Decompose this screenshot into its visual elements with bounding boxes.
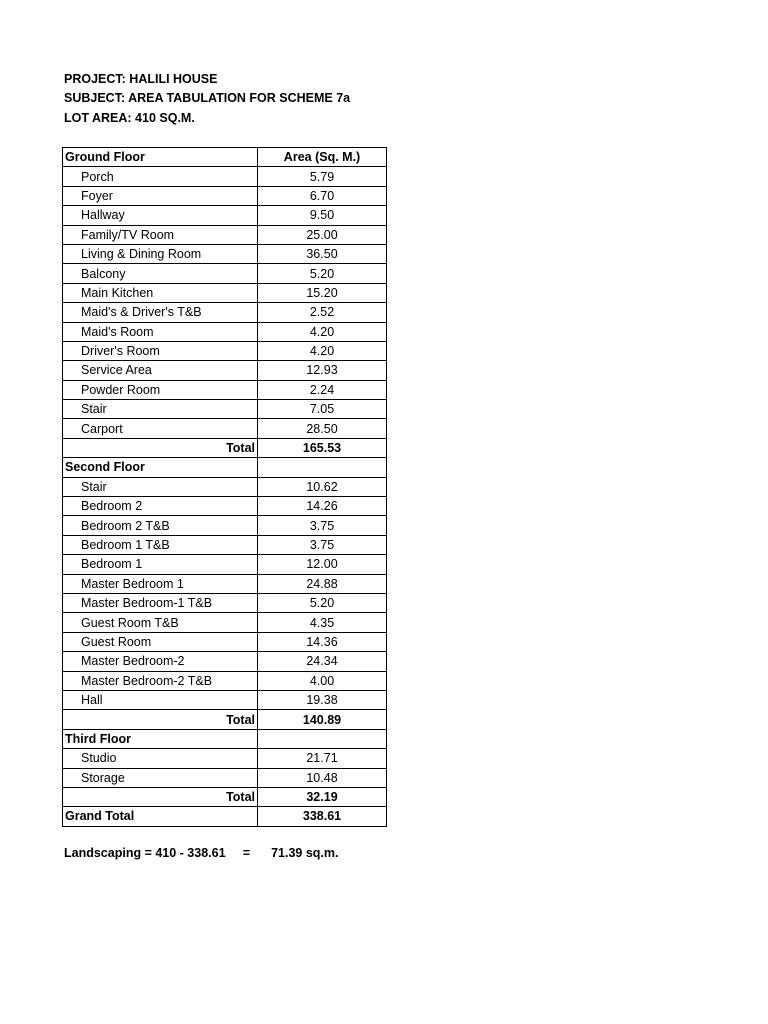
subject-line: SUBJECT: AREA TABULATION FOR SCHEME 7a (64, 91, 351, 106)
second-floor-row-label: Master Bedroom-2 (63, 652, 258, 671)
second-floor-heading-row-label: Second Floor (63, 458, 258, 477)
third-floor-row-label: Storage (63, 768, 258, 787)
ground-floor-row (63, 206, 387, 225)
second-floor-row-area: 4.00 (258, 671, 387, 690)
second-floor-row-area: 14.36 (258, 632, 387, 651)
ground-floor-row (63, 341, 387, 360)
ground-floor-row-label: Driver's Room (63, 341, 258, 360)
second-floor-row (63, 574, 387, 593)
ground-floor-row-area: 36.50 (258, 244, 387, 263)
second-floor-row-label: Bedroom 1 T&B (63, 535, 258, 554)
ground-floor-row (63, 283, 387, 302)
second-floor-row (63, 652, 387, 671)
second-floor-row-area: 24.88 (258, 574, 387, 593)
ground-floor-row (63, 244, 387, 263)
third-floor-row-area: 21.71 (258, 749, 387, 768)
third-floor-heading-row-label: Third Floor (63, 729, 258, 748)
ground-floor-row (63, 186, 387, 205)
second-floor-row-label: Bedroom 1 (63, 555, 258, 574)
second-floor-row (63, 613, 387, 632)
third-floor-total-row-label: Total (63, 787, 258, 806)
lot-area-line: LOT AREA: 410 SQ.M. (64, 110, 195, 125)
grand-total-row-area: 338.61 (258, 807, 387, 826)
ground-floor-row-area: 12.93 (258, 361, 387, 380)
ground-floor-row-area: 5.79 (258, 167, 387, 186)
second-floor-row-label: Stair (63, 477, 258, 496)
second-floor-row-area: 4.35 (258, 613, 387, 632)
ground-floor-row-area: 15.20 (258, 283, 387, 302)
landscaping-line (64, 846, 338, 860)
second-floor-row-area: 3.75 (258, 535, 387, 554)
ground-floor-row-area: 6.70 (258, 186, 387, 205)
second-floor-row-area: 5.20 (258, 593, 387, 612)
second-floor-row-label: Master Bedroom 1 (63, 574, 258, 593)
ground-floor-row-label: Hallway (63, 206, 258, 225)
ground-floor-row (63, 225, 387, 244)
ground-floor-total-row (63, 438, 387, 457)
header-ground-floor: Ground Floor (63, 148, 258, 167)
ground-floor-row-label: Balcony (63, 264, 258, 283)
ground-floor-row (63, 380, 387, 399)
third-floor-row (63, 768, 387, 787)
ground-floor-row-label: Foyer (63, 186, 258, 205)
second-floor-row (63, 555, 387, 574)
document-header (64, 70, 350, 128)
second-floor-total-row-area: 140.89 (258, 710, 387, 729)
second-floor-row-area: 14.26 (258, 497, 387, 516)
ground-floor-row (63, 322, 387, 341)
ground-floor-row-area: 4.20 (258, 322, 387, 341)
ground-floor-row-area: 25.00 (258, 225, 387, 244)
third-floor-row-area: 10.48 (258, 768, 387, 787)
ground-floor-row-label: Porch (63, 167, 258, 186)
ground-floor-total-row-label: Total (63, 438, 258, 457)
second-floor-row (63, 516, 387, 535)
second-floor-row-area: 19.38 (258, 690, 387, 709)
second-floor-row-label: Master Bedroom-1 T&B (63, 593, 258, 612)
ground-floor-row (63, 361, 387, 380)
third-floor-total-row-area: 32.19 (258, 787, 387, 806)
second-floor-row-area: 24.34 (258, 652, 387, 671)
header-area: Area (Sq. M.) (258, 148, 387, 167)
landscaping-expression: Landscaping = 410 - 338.61 (64, 846, 226, 860)
ground-floor-row-label: Family/TV Room (63, 225, 258, 244)
table-header-row (63, 148, 387, 167)
ground-floor-row-label: Main Kitchen (63, 283, 258, 302)
ground-floor-row-label: Living & Dining Room (63, 244, 258, 263)
ground-floor-row (63, 264, 387, 283)
ground-floor-row-label: Powder Room (63, 380, 258, 399)
grand-total-row-label: Grand Total (63, 807, 258, 826)
third-floor-row-label: Studio (63, 749, 258, 768)
area-table (62, 147, 387, 827)
third-floor-heading-row-area (258, 729, 387, 748)
second-floor-heading-row (63, 458, 387, 477)
second-floor-row-label: Bedroom 2 (63, 497, 258, 516)
second-floor-total-row-label: Total (63, 710, 258, 729)
ground-floor-row-area: 28.50 (258, 419, 387, 438)
second-floor-row (63, 477, 387, 496)
ground-floor-row (63, 419, 387, 438)
second-floor-row (63, 632, 387, 651)
second-floor-heading-row-area (258, 458, 387, 477)
ground-floor-row-label: Maid's & Driver's T&B (63, 303, 258, 322)
ground-floor-row-label: Carport (63, 419, 258, 438)
second-floor-row (63, 497, 387, 516)
second-floor-row-label: Hall (63, 690, 258, 709)
ground-floor-row-label: Service Area (63, 361, 258, 380)
project-title: PROJECT: HALILI HOUSE (64, 72, 218, 86)
ground-floor-total-row-area: 165.53 (258, 438, 387, 457)
landscaping-result: 71.39 sq.m. (271, 846, 339, 860)
second-floor-row-label: Guest Room (63, 632, 258, 651)
ground-floor-row-label: Stair (63, 400, 258, 419)
ground-floor-row-area: 7.05 (258, 400, 387, 419)
third-floor-heading-row (63, 729, 387, 748)
second-floor-row-label: Bedroom 2 T&B (63, 516, 258, 535)
ground-floor-row-area: 2.52 (258, 303, 387, 322)
second-floor-row-label: Guest Room T&B (63, 613, 258, 632)
second-floor-row-area: 10.62 (258, 477, 387, 496)
second-floor-row (63, 593, 387, 612)
third-floor-total-row (63, 787, 387, 806)
second-floor-row-area: 12.00 (258, 555, 387, 574)
ground-floor-row-area: 5.20 (258, 264, 387, 283)
second-floor-row-area: 3.75 (258, 516, 387, 535)
ground-floor-row (63, 167, 387, 186)
ground-floor-row-area: 2.24 (258, 380, 387, 399)
third-floor-row (63, 749, 387, 768)
ground-floor-row-area: 9.50 (258, 206, 387, 225)
ground-floor-row (63, 303, 387, 322)
ground-floor-row-label: Maid's Room (63, 322, 258, 341)
second-floor-row (63, 690, 387, 709)
landscaping-equals: = (242, 846, 251, 860)
second-floor-total-row (63, 710, 387, 729)
second-floor-row (63, 671, 387, 690)
ground-floor-row (63, 400, 387, 419)
second-floor-row (63, 535, 387, 554)
ground-floor-row-area: 4.20 (258, 341, 387, 360)
grand-total-row (63, 807, 387, 826)
second-floor-row-label: Master Bedroom-2 T&B (63, 671, 258, 690)
